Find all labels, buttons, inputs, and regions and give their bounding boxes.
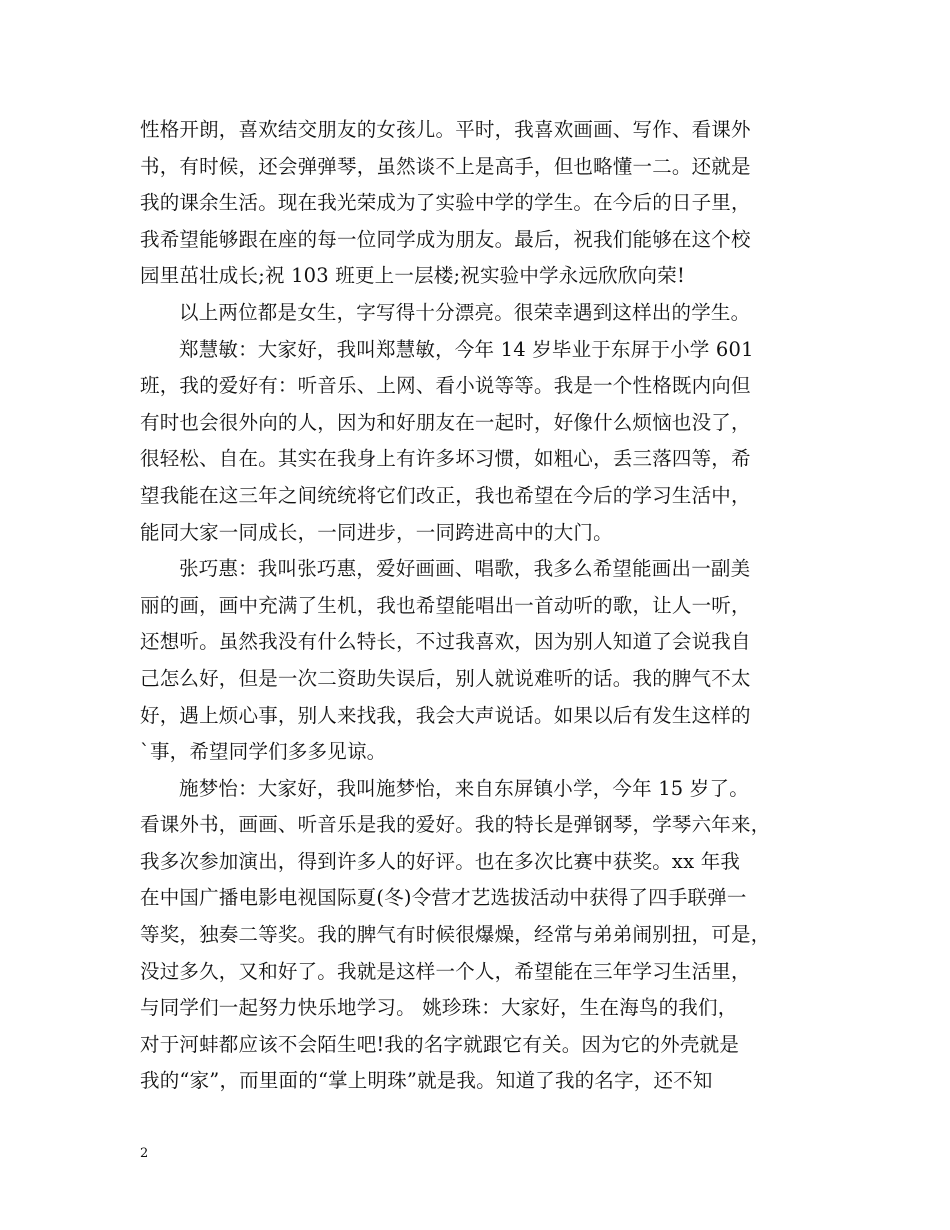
text-line: 在中国广播电影电视国际夏(冬)令营才艺选拔活动中获得了四手联弹一 <box>140 886 747 910</box>
text-line: 张巧惠：我叫张巧惠，爱好画画、唱歌，我多么希望能画出一副美 <box>179 557 751 581</box>
page-number: 2 <box>140 1146 149 1161</box>
text-line: 与同学们一起努力快乐地学习。 姚珍珠：大家好，生在海鸟的我们， <box>140 996 738 1020</box>
text-line: 班，我的爱好有：听音乐、上网、看小说等等。我是一个性格既内向但 <box>140 374 751 398</box>
text-line: 还想听。虽然我没有什么特长，不过我喜欢，因为别人知道了会说我自 <box>140 630 751 654</box>
text-line: 对于河蚌都应该不会陌生吧!我的名字就跟它有关。因为它的外壳就是 <box>140 1032 740 1056</box>
text-line: 我的课余生活。现在我光荣成为了实验中学的学生。在今后的日子里， <box>140 191 751 215</box>
text-line: 看课外书，画画、听音乐是我的爱好。我的特长是弹钢琴，学琴六年来， <box>140 813 771 837</box>
text-line: 性格开朗，喜欢结交朋友的女孩儿。平时，我喜欢画画、写作、看课外 <box>140 118 751 141</box>
text-line: 好，遇上烦心事，别人来找我，我会大声说话。如果以后有发生这样的 <box>140 703 751 727</box>
text-line: 丽的画，画中充满了生机，我也希望能唱出一首动听的歌，让人一听， <box>140 593 751 617</box>
text-line: 我多次参加演出，得到许多人的好评。也在多次比赛中获奖。xx 年我 <box>140 849 741 873</box>
document-body <box>140 112 820 1100</box>
text-line: 我的“家”，而里面的“掌上明珠”就是我。知道了我的名字，还不知 <box>140 1069 713 1093</box>
text-line: 没过多久，又和好了。我就是这样一个人，希望能在三年学习生活里， <box>140 959 751 983</box>
text-line: 很轻松、自在。其实在我身上有许多坏习惯，如粗心，丢三落四等，希 <box>140 447 751 471</box>
text-line: 我希望能够跟在座的每一位同学成为朋友。最后，祝我们能够在这个校 <box>140 227 751 251</box>
text-line: 园里茁壮成长;祝 103 班更上一层楼;祝实验中学永远欣欣向荣! <box>140 264 685 288</box>
text-line: 己怎么好，但是一次二资助失误后，别人就说难听的话。我的脾气不太 <box>140 666 751 690</box>
text-lines <box>140 112 820 1100</box>
text-line: 等奖，独奏二等奖。我的脾气有时候很爆燥，经常与弟弟闹别扭，可是， <box>140 923 771 947</box>
text-line: 望我能在这三年之间统统将它们改正，我也希望在今后的学习生活中， <box>140 483 751 507</box>
text-line: 书，有时候，还会弹弹琴，虽然谈不上是高手，但也略懂一二。还就是 <box>140 154 751 178</box>
text-line: 郑慧敏：大家好，我叫郑慧敏，今年 14 岁毕业于东屏于小学 601 <box>179 337 754 361</box>
text-line: 有时也会很外向的人，因为和好朋友在一起时，好像什么烦恼也没了， <box>140 410 751 434</box>
text-line: 以上两位都是女生，字写得十分漂亮。很荣幸遇到这样出的学生。 <box>179 300 751 324</box>
text-line: 能同大家一同成长，一同进步，一同跨进高中的大门。 <box>140 520 613 544</box>
text-line: 施梦怡：大家好，我叫施梦怡，来自东屏镇小学，今年 15 岁了。 <box>179 776 749 800</box>
text-line: `事，希望同学们多多见谅。 <box>140 740 387 764</box>
